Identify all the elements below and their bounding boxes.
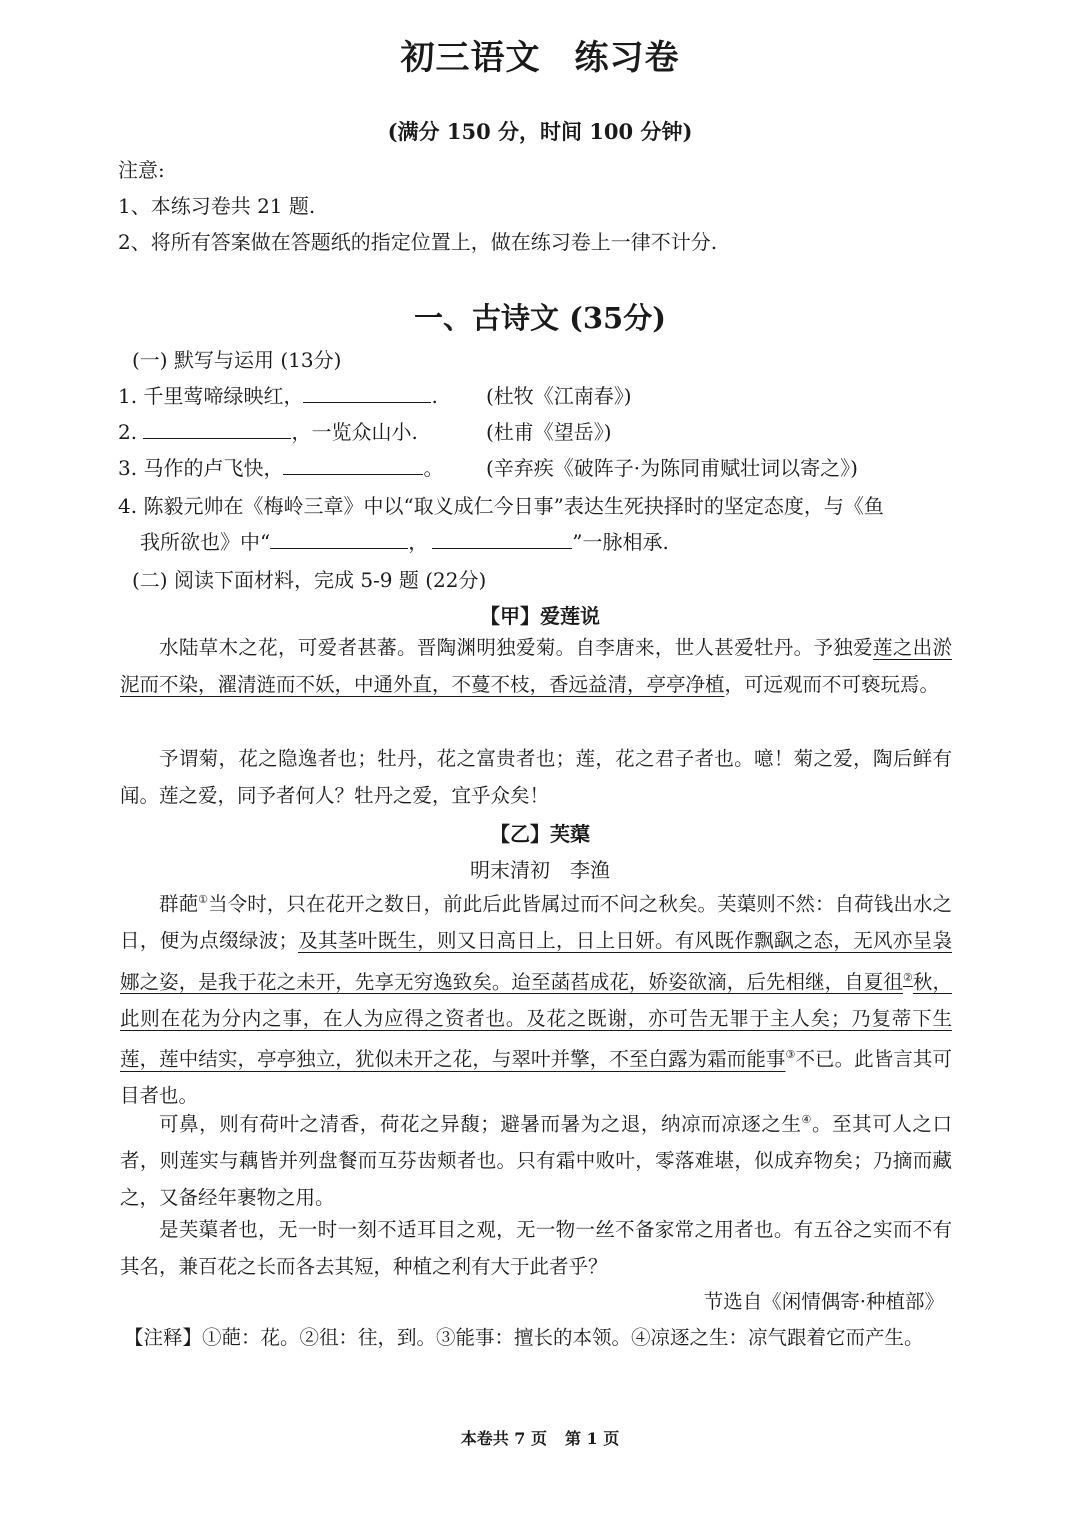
title-subject: 初三语文 [400,38,541,78]
page-footer [0,1426,1080,1449]
notice-heading: 注意: [118,158,165,182]
passage-yi-paragraph-3: 是芙蕖者也，无一时一刻不适耳目之观，无一物一丝不备家常之用者也。有五谷之实而不有其名，兼百花之长而各去其短，种植之利有大于此者乎？ [120,1218,952,1278]
question-1: 1. 千里莺啼绿映红， . [118,384,438,408]
annotations: 【注释】①葩：花。②徂：往，到。③能事：擅长的本领。④凉逐之生：凉气跟着它而产生。 [124,1326,924,1349]
passage-yi-title: 【乙】芙蕖 [490,822,590,846]
footnote-marker: ③ [785,1048,796,1061]
passage-jia-title: 【甲】爱莲说 [480,604,600,628]
footnote-marker: ④ [801,1113,812,1126]
passage-yi-source: 节选自《闲情偶寄·种植部》 [703,1290,944,1313]
question-2-source: (杜甫《望岳》) [486,420,612,444]
question-1-source: (杜牧《江南春》) [486,384,632,408]
question-3-source: (辛弃疾《破阵子·为陈同甫赋壮词以寄之》) [486,456,858,480]
section-heading-classical: 一、古诗文 (35分) [414,301,666,335]
question-2: 2. ，一览众山小. [118,420,418,444]
part2-heading: (二) 阅读下面材料，完成 5-9 题 (22分) [132,568,487,592]
passage-jia-paragraph-2: 予谓菊，花之隐逸者也；牡丹，花之富贵者也；莲，花之君子者也。噫！菊之爱，陶后鲜有闻。莲之爱，同予者何人？牡丹之爱，宜乎众矣！ [120,747,952,807]
underlined-sentence: 莲之出淤泥而不染，濯清涟而不妖，中通外直，不蔓不枝，香远益清，亭亭净植 [120,636,952,696]
title-type: 练习卷 [574,38,680,78]
answer-blank[interactable] [303,382,431,403]
question-4-line-2: 我所欲也》中“ ， ”一脉相承. [140,530,669,554]
footnote-marker: ① [198,893,209,906]
underlined-sentence: 及其茎叶既生，则又日高日上，日上日妍。有风既作飘飖之态，无风亦呈袅娜之姿，是我于花之未开，先享无穷逸致矣。迨至菡萏成花，娇姿欲滴，后先相继，自夏徂 [120,929,952,993]
answer-blank[interactable] [270,528,408,549]
notice-item-2: 2、将所有答案做在答题纸的指定位置上，做在练习卷上一律不计分. [118,230,718,254]
part1-heading: (一) 默写与运用 (13分) [132,348,342,372]
page-title [0,30,1080,79]
passage-jia-paragraph-1: 水陆草木之花，可爱者甚蕃。晋陶渊明独爱菊。自李唐来，世人甚爱牡丹。予独爱莲之出淤泥而不染，濯清涟而不妖，中通外直，不蔓不枝，香远益清，亭亭净植，可远观而不可亵玩焉。 [120,636,952,696]
footnote-marker: ② [902,970,913,984]
passage-yi-paragraph-2: 可鼻，则有荷叶之清香，荷花之异馥；避暑而暑为之退，纳凉而凉逐之生④。至其可人之口者，则莲实与藕皆并列盘餐而互芬齿颊者也。只有霜中败叶，零落难堪，似成弃物矣；乃摘而藏之，又备经年裹物之用。 [120,1112,952,1209]
answer-blank[interactable] [143,418,291,439]
question-4-line-1: 4. 陈毅元帅在《梅岭三章》中以“取义成仁今日事”表达生死抉择时的坚定态度，与《鱼 [118,494,884,518]
total-pages: 本卷共 7 页 [460,1429,547,1448]
question-3: 3. 马作的卢飞快， 。 [118,456,444,480]
passage-yi-paragraph-1: 群葩①当令时，只在花开之数日，前此后此皆属过而不问之秋矣。芙蕖则不然：自荷钱出水之日，便为点缀绿波；及其茎叶既生，则又日高日上，日上日妍。有风既作飘飖之态，无风亦呈袅娜之姿，是我于花之未开，先享无穷逸致矣。迨至菡萏成花，娇姿欲滴，后先相继，自夏徂②秋，此则在花为分内之事，在人为应得之资者也。及花之既谢，亦可告无罪于主人矣；乃复蒂下生莲，莲中结实，亭亭独立，犹似未开之花，与翠叶并擎，不至白露为霜而能事③不已。此皆言其可目者也。 [120,892,952,1107]
score-time-info: (满分 150 分，时间 100 分钟) [387,119,693,144]
answer-blank[interactable] [283,454,423,475]
page-number: 第 1 页 [565,1429,620,1448]
notice-item-1: 1、本练习卷共 21 题. [118,194,316,218]
passage-yi-author: 明末清初 李渔 [470,858,610,882]
underlined-sentence: 秋，此则在花为分内之事，在人为应得之资者也。及花之既谢，亦可告无罪于主人矣；乃复蒂下生莲，莲中结实，亭亭独立，犹似未开之花，与翠叶并擎，不至白露为霜而能事 [120,970,952,1071]
answer-blank[interactable] [432,528,572,549]
